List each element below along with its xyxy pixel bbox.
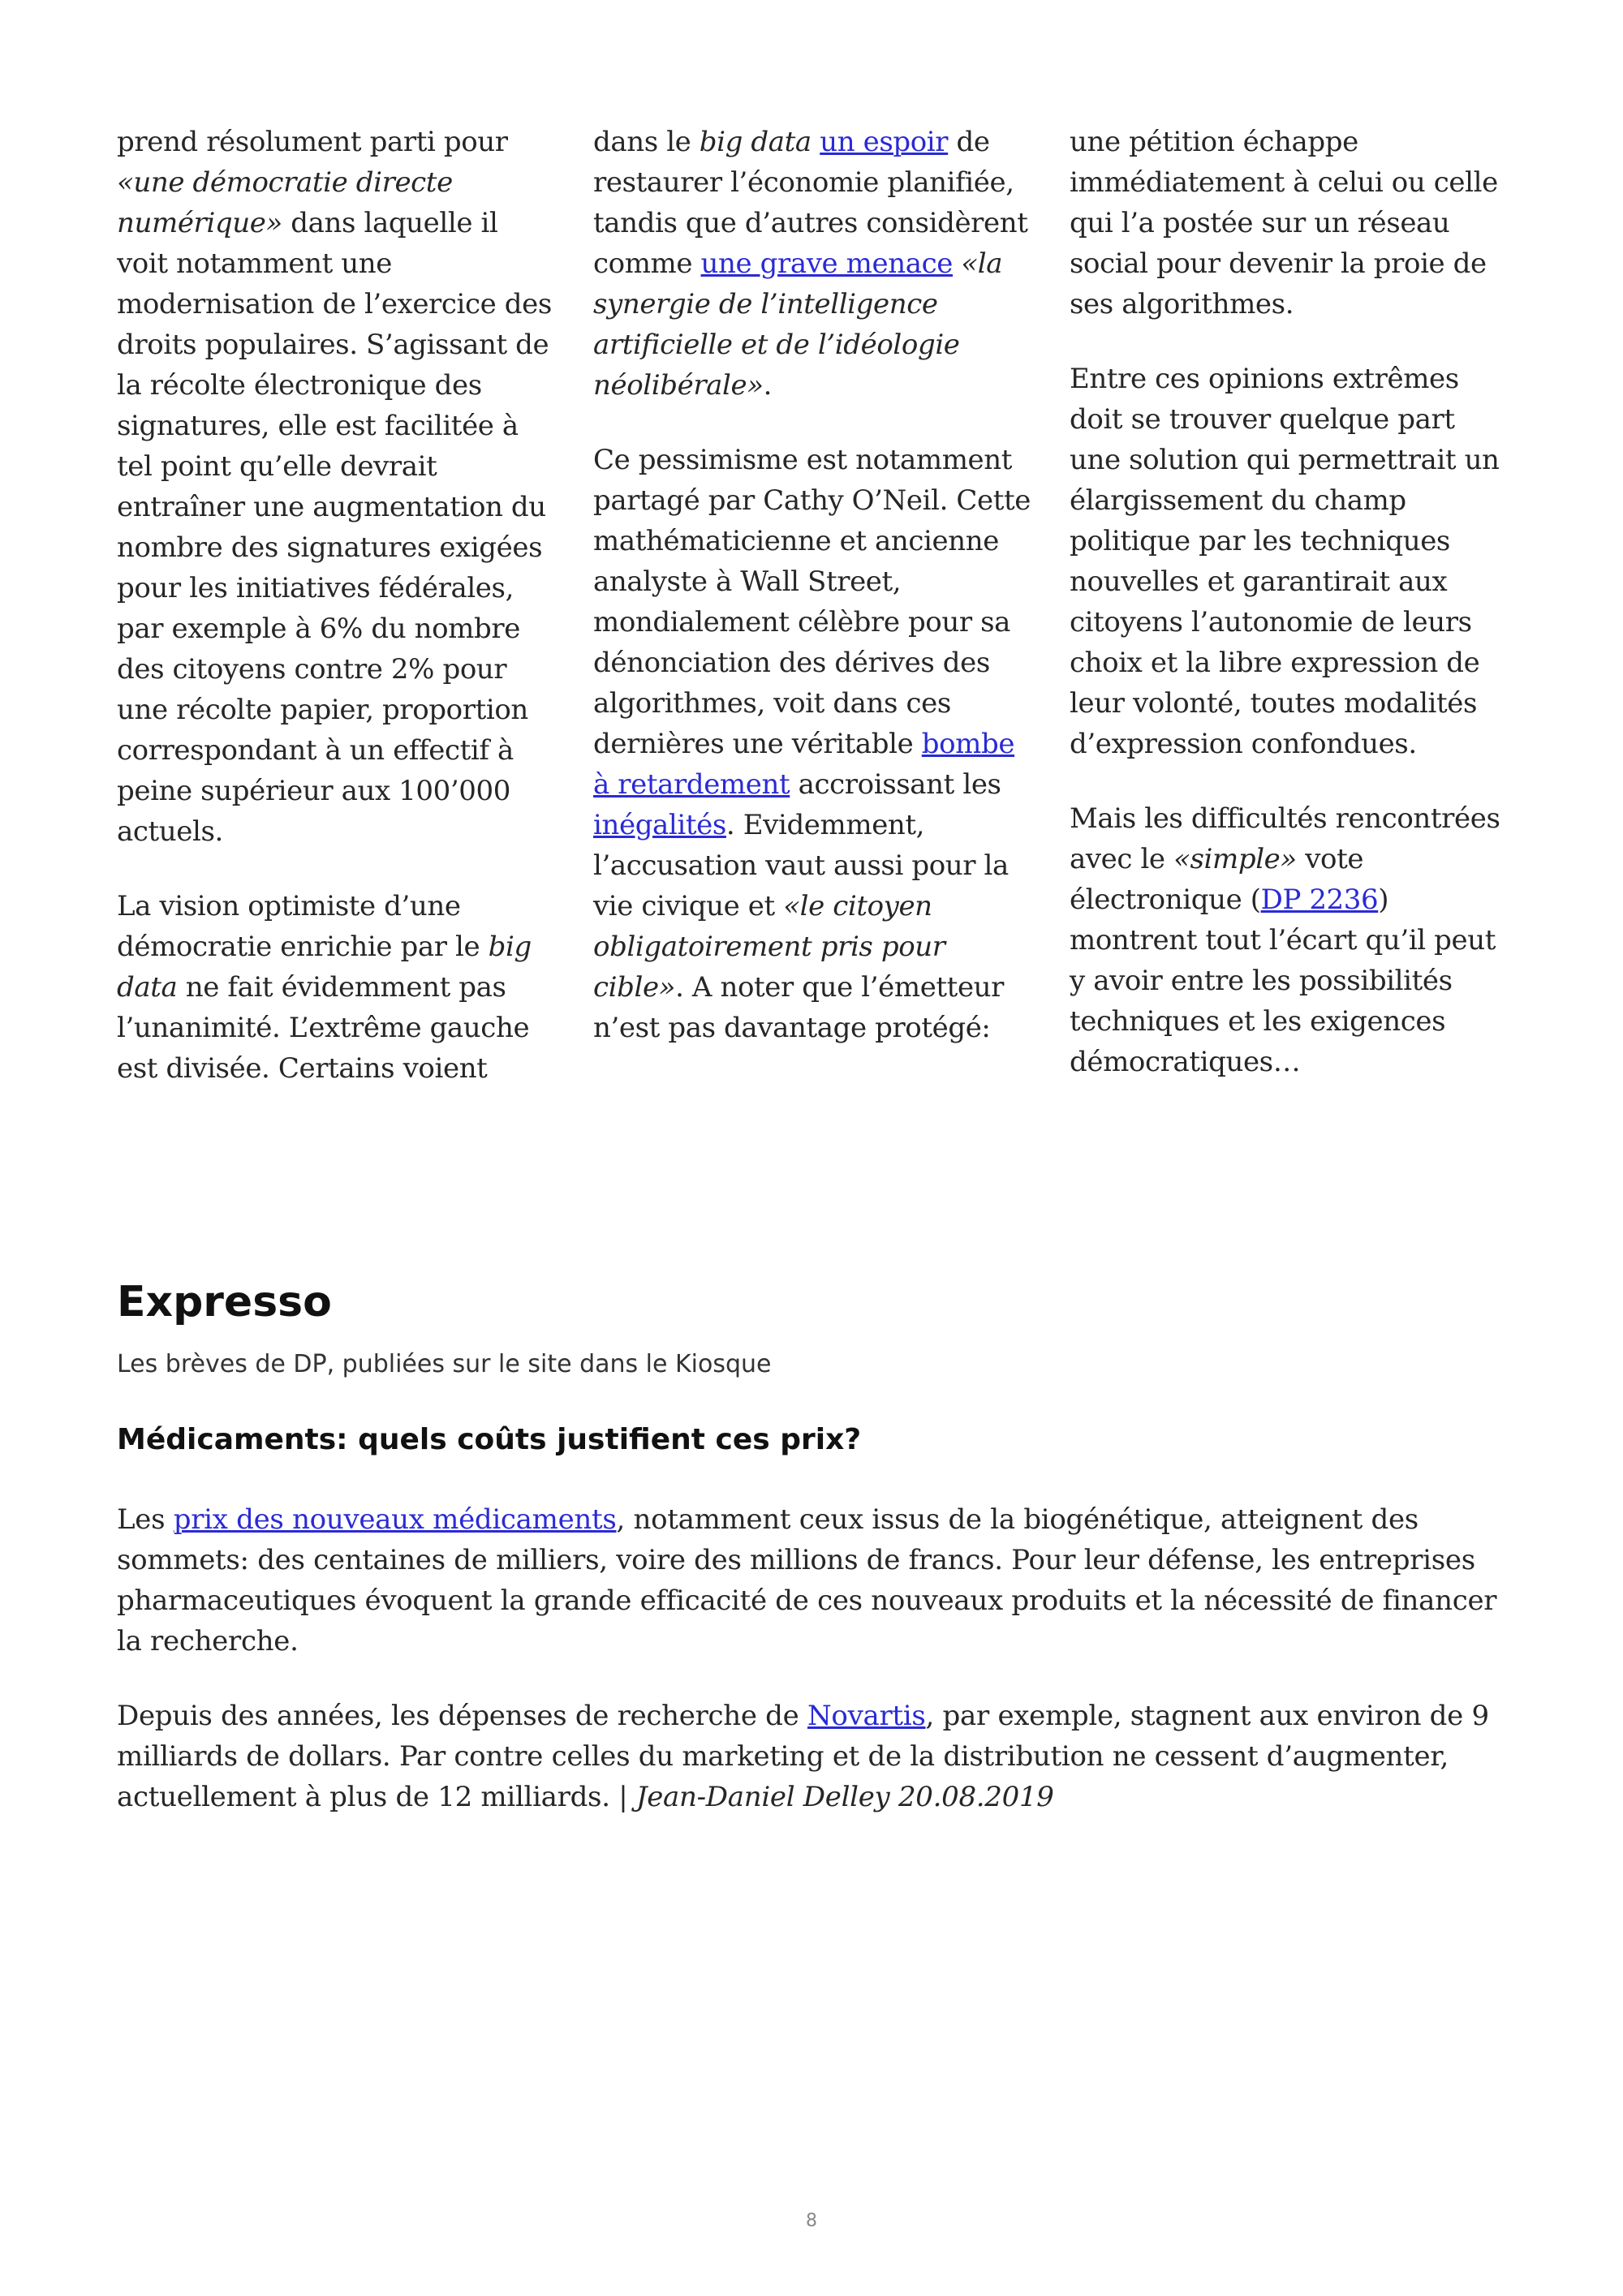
paragraph: prend résolument parti pour «une démocratie directe numérique» dans laquelle il voit notamment une modernisation de l’exercice des droits populaires. S’agissant de la récolte électronique des signatures, elle est facilitée à tel point qu’elle devrait entraîner une augmentation du nombre des signatures exigées pour les initiatives fédérales, par exemple à 6% du nombre des citoyens contre 2% pour une récolte papier, proportion correspondant à un effectif à peine supérieur aux 100’000 actuels. bbox=[117, 126, 552, 848]
column-3 bbox=[1070, 122, 1509, 1089]
expresso-section bbox=[117, 1274, 1509, 1851]
quote: «le citoyen obligatoirement pris pour cible» bbox=[593, 890, 945, 1004]
paragraph: Entre ces opinions extrêmes doit se trouver quelque part une solution qui permettrait un élargissement du champ politique par les techniques nouvelles et garantirait aux citoyens l’autonomie de leurs choix et la libre expression de leur volonté, toutes modalités d’expression confondues. bbox=[1070, 363, 1500, 760]
emphasis: «simple» bbox=[1173, 843, 1297, 875]
paragraph: Depuis des années, les dépenses de recherche de Novartis, par exemple, stagnent aux environ de 9 milliards de dollars. Par contre celles du marketing et de la distribution ne cessent d’augmenter, actuellement à plus de 12 milliards. | Jean-Daniel Delley 20.08.2019 bbox=[117, 1700, 1489, 1813]
link-bombe-a-retardement[interactable]: bombe à retardement bbox=[593, 728, 1015, 801]
brief-heading: Médicaments: quels coûts justifient ces prix? bbox=[117, 1423, 862, 1456]
link-un-espoir[interactable]: un espoir bbox=[820, 126, 949, 158]
article-columns bbox=[117, 122, 1509, 1089]
paragraph: Ce pessimisme est notamment partagé par Cathy O’Neil. Cette mathématicienne et ancienne analyste à Wall Street, mondialement célèbre pour sa dénonciation des dérives des algorithmes, voit dans ces dernières une véritable bombe à retardement accroissant les inégalités. Evidemment, l’accusation vaut aussi pour la vie civique et «le citoyen obligatoirement pris pour cible». A noter que l’émetteur n’est pas davantage protégé: bbox=[593, 444, 1031, 1044]
link-prix-des-nouveaux-medicaments[interactable]: prix des nouveaux médicaments bbox=[173, 1503, 617, 1536]
paragraph: La vision optimiste d’une démocratie enrichie par le big data ne fait évidemment pas l’unanimité. L’extrême gauche est divisée. Certains voient bbox=[117, 890, 532, 1085]
page-number: 8 bbox=[806, 2211, 817, 2231]
link-inegalites[interactable]: inégalités bbox=[593, 809, 726, 841]
paragraph: Mais les difficultés rencontrées avec le «simple» vote électronique (DP 2236) montrent tout l’écart qu’il peut y avoir entre les possibilités techniques et les exigences démocratiques… bbox=[1070, 802, 1500, 1078]
link-novartis[interactable]: Novartis bbox=[807, 1700, 926, 1732]
paragraph: une pétition échappe immédiatement à celui ou celle qui l’a postée sur un réseau social pour devenir la proie de ses algorithmes. bbox=[1070, 126, 1498, 320]
paragraph: dans le big data un espoir de restaurer l’économie planifiée, tandis que d’autres considèrent comme une grave menace «la synergie de l’intelligence artificielle et de l’idéologie néolibérale». bbox=[593, 126, 1028, 402]
quote: «la synergie de l’intelligence artificielle et de l’idéologie néolibérale» bbox=[593, 247, 1003, 402]
link-une-grave-menace[interactable]: une grave menace bbox=[700, 247, 953, 280]
quote: «une démocratie directe numérique» bbox=[117, 166, 453, 239]
section-subtitle: Les brèves de DP, publiées sur le site dans le Kiosque bbox=[117, 1350, 772, 1378]
column-2 bbox=[593, 122, 1033, 1089]
author-date: Jean-Daniel Delley 20.08.2019 bbox=[635, 1781, 1054, 1813]
paragraph: Les prix des nouveaux médicaments, notamment ceux issus de la biogénétique, atteignent des sommets: des centaines de milliers, voire des millions de francs. Pour leur défense, les entreprises pharmaceutiques évoquent la grande efficacité de ces nouveaux produits et la nécessité de financer la recherche. bbox=[117, 1503, 1497, 1658]
emphasis: big data bbox=[117, 931, 532, 1004]
section-title: Expresso bbox=[117, 1278, 332, 1326]
column-1 bbox=[117, 122, 557, 1089]
link-dp-2236[interactable]: DP 2236 bbox=[1260, 884, 1379, 916]
emphasis: big data bbox=[699, 126, 812, 158]
